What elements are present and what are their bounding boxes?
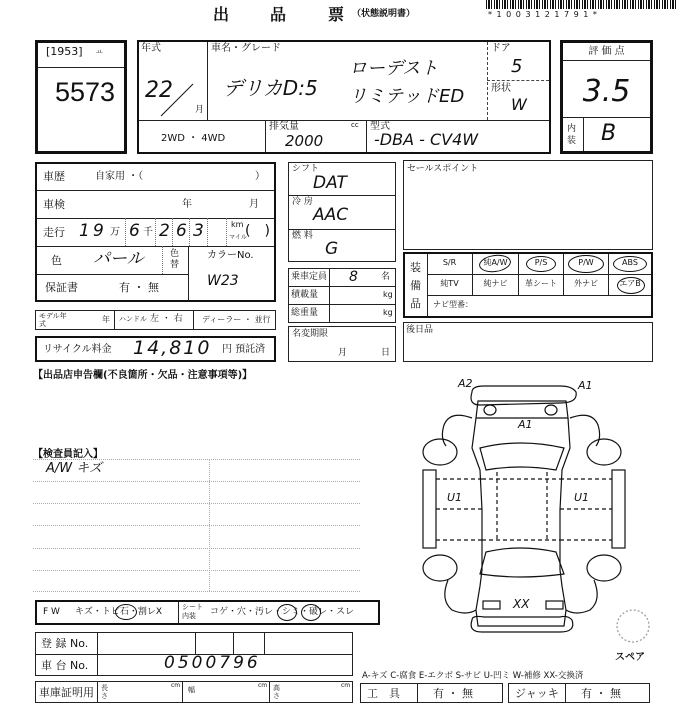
divider xyxy=(188,246,189,300)
mileage-digit: 9 xyxy=(93,221,104,241)
lot-bracket-number: [1953] xyxy=(46,45,83,58)
history-value: 自家用 ・（ xyxy=(95,171,144,182)
tools-box xyxy=(360,683,503,703)
body-front xyxy=(472,418,570,626)
fuel-label: 燃 料 xyxy=(292,231,313,241)
mileage-digit: 2 xyxy=(159,221,170,241)
seat-items: コゲ・穴・汚レ・シミ・破レ・スレ xyxy=(210,607,355,617)
divider xyxy=(189,218,190,246)
circle-mark xyxy=(526,256,556,272)
mileage-unit-km: km xyxy=(231,220,244,229)
wheel-rl xyxy=(423,555,457,581)
displacement-label: 排気量 xyxy=(269,121,299,132)
barcode xyxy=(486,0,676,9)
divider xyxy=(37,274,188,275)
wheel-fr xyxy=(587,439,621,465)
name-label: 車名・グレード xyxy=(211,43,281,54)
transfer-day: 日 xyxy=(381,348,391,358)
divider xyxy=(487,80,549,81)
grade-line1: ローデスト xyxy=(349,58,439,79)
subtitle: （状態説明書） xyxy=(352,9,416,19)
height-unit: cm xyxy=(341,682,351,689)
load-unit: kg xyxy=(383,290,393,299)
front-bumper xyxy=(471,386,576,405)
fw-items: キズ・トビ石・割レX xyxy=(75,607,162,617)
rule-line xyxy=(33,481,360,482)
capacity-box xyxy=(288,268,396,323)
spec-box xyxy=(288,162,396,262)
divider xyxy=(563,117,650,118)
rule-line xyxy=(33,459,360,460)
interior-value: B xyxy=(601,121,617,146)
divider xyxy=(97,682,98,702)
recycle-label: リサイクル料金 xyxy=(43,344,112,355)
front-fender-left xyxy=(442,415,472,446)
wheel-fl xyxy=(423,439,457,465)
transfer-box xyxy=(288,326,396,362)
circle-mark xyxy=(277,604,297,621)
equip-tv[interactable]: 純TV xyxy=(440,279,459,288)
title-char-1: 出 xyxy=(213,5,230,24)
circle-mark xyxy=(617,277,645,294)
equip-leather[interactable]: 革シート xyxy=(525,279,557,288)
divider xyxy=(37,190,274,191)
height-label: 高さ xyxy=(273,684,280,700)
divider xyxy=(289,286,395,287)
handle-label: ハンドル xyxy=(119,315,147,323)
score-box xyxy=(560,40,653,154)
divider xyxy=(207,42,208,120)
damage-mark-rear: XX xyxy=(513,597,530,611)
displacement-value: 2000 xyxy=(285,132,324,150)
mileage-man: 万 xyxy=(110,227,120,238)
title-char-2: 品 xyxy=(270,5,287,24)
mileage-digit: 3 xyxy=(193,221,204,241)
equipment-box xyxy=(403,252,653,318)
rear-fender-left xyxy=(445,580,476,613)
divider xyxy=(289,304,395,305)
damage-mark-hood: A1 xyxy=(518,418,533,431)
lot-small-mark: ㅛ xyxy=(96,48,103,56)
later-items-box[interactable] xyxy=(403,322,653,362)
jack-label: ジャッキ xyxy=(515,687,559,700)
divider xyxy=(417,684,418,702)
color-no-value: W23 xyxy=(207,273,239,289)
weight-unit: kg xyxy=(383,308,393,317)
divider xyxy=(329,269,330,322)
headlight-left xyxy=(484,405,496,415)
equip-ps[interactable]: P/S xyxy=(534,258,548,267)
lot-number: 5573 xyxy=(55,77,116,107)
equipment-label-char: 備 xyxy=(410,279,421,292)
load-label: 積載量 xyxy=(291,290,319,300)
lot-divider xyxy=(38,67,124,68)
spare-label: スペア xyxy=(615,652,645,663)
month-label: 月 xyxy=(195,105,205,115)
vehicle-box xyxy=(137,40,551,154)
lot-box xyxy=(35,40,127,154)
inspection-label: 車検 xyxy=(43,198,65,211)
navi-model-label: ナビ型番： xyxy=(433,300,473,309)
color-value: パール xyxy=(93,249,144,269)
divider xyxy=(155,218,156,246)
title-char-3: 票 xyxy=(328,5,345,24)
handle-value: 左 ・ 右 xyxy=(150,314,183,324)
headlight-right xyxy=(545,405,557,415)
divider xyxy=(172,218,173,246)
mileage-digit: 6 xyxy=(176,221,187,241)
jack-box xyxy=(508,683,650,703)
shift-label: シフト xyxy=(292,164,320,174)
registration-box xyxy=(35,632,353,676)
shape-value: W xyxy=(511,95,527,114)
fw-row xyxy=(35,600,380,625)
length-label: 長さ xyxy=(101,684,108,700)
tools-label: 工 具 xyxy=(367,687,400,700)
windshield xyxy=(480,443,564,470)
circle-mark xyxy=(478,253,512,274)
transfer-label: 名変期限 xyxy=(292,329,329,339)
color-no-label: カラーNo. xyxy=(207,250,254,261)
history-label: 車歴 xyxy=(43,170,65,183)
rear-window xyxy=(480,548,564,577)
equip-abs[interactable]: ABS xyxy=(622,258,638,267)
tools-value: 有 ・ 無 xyxy=(433,687,473,700)
capacity-unit: 名 xyxy=(381,272,391,282)
damage-mark-front-bumper-left: A2 xyxy=(458,377,473,390)
equip-airbag[interactable]: エアB xyxy=(619,279,641,288)
score-value: 3.5 xyxy=(582,74,631,109)
drive-label: 2WD ・ 4WD xyxy=(161,133,226,144)
divider xyxy=(269,682,270,702)
shift-value: DAT xyxy=(313,173,347,193)
recycle-unit: 円 預託済 xyxy=(222,344,266,355)
seat-label: シート内装 xyxy=(182,603,203,620)
inspector-label: 【検査員記入】 xyxy=(33,449,103,460)
model-year-unit: 年 xyxy=(102,315,110,324)
rule-line xyxy=(33,525,360,526)
side-right xyxy=(612,470,625,548)
chassis-label: 車 台 No. xyxy=(41,659,89,672)
divider xyxy=(583,117,584,151)
equip-aw[interactable]: 純A/W xyxy=(483,258,508,267)
damage-mark-left-side: U1 xyxy=(447,491,463,504)
chassis-value: 0500796 xyxy=(164,653,261,673)
divider xyxy=(182,682,183,702)
divider xyxy=(193,311,194,329)
recycle-box xyxy=(35,336,276,362)
width-unit: cm xyxy=(258,682,268,689)
rear-bumper xyxy=(471,616,573,632)
taillight-left xyxy=(483,601,500,609)
spare-tire-icon xyxy=(617,610,649,642)
damage-mark-front-bumper-right: A1 xyxy=(578,379,593,392)
damage-mark-right-side: U1 xyxy=(574,491,590,504)
divider xyxy=(565,684,566,702)
door-value: 5 xyxy=(511,56,523,77)
year-slash xyxy=(157,82,197,118)
rule-line xyxy=(33,570,360,571)
recycle-value: 14,810 xyxy=(133,337,212,359)
divider xyxy=(487,42,488,120)
displacement-unit: cc xyxy=(351,121,359,129)
score-label: 評 価 点 xyxy=(588,46,625,57)
divider xyxy=(427,295,651,296)
mileage-digit: 6 xyxy=(129,221,140,241)
transfer-month: 月 xyxy=(338,348,348,358)
circle-mark xyxy=(115,604,137,620)
divider xyxy=(427,274,651,275)
rule-line xyxy=(33,548,360,549)
inspection-month: 月 xyxy=(249,199,259,210)
wheel-rr xyxy=(587,555,621,581)
equip-pw[interactable]: P/W xyxy=(578,258,594,267)
seller-notes-label: 【出品店申告欄(不良箇所・欠品・注意事項等)】 xyxy=(33,370,253,381)
fuel-value: G xyxy=(325,239,339,259)
warranty-label: 保証書 xyxy=(45,281,78,294)
divider xyxy=(289,195,395,196)
equipment-label-char: 品 xyxy=(410,297,421,310)
mileage-digit: 1 xyxy=(79,221,90,241)
model-year-label: モデル年式 xyxy=(39,312,67,328)
equip-navi[interactable]: 純ナビ xyxy=(483,279,508,288)
mileage-paren: ( ) xyxy=(245,223,270,239)
year-label: 年式 xyxy=(141,43,161,54)
door-label: ドア xyxy=(491,43,511,54)
circle-mark xyxy=(301,604,321,621)
inspection-year: 年 xyxy=(182,199,192,210)
grade-line2: リミテッドED xyxy=(349,86,465,107)
reg-label: 登 録 No. xyxy=(41,637,89,650)
divider xyxy=(226,218,227,246)
mileage-label: 走行 xyxy=(43,226,65,239)
divider xyxy=(195,633,196,654)
equip-ext-navi[interactable]: 外ナビ xyxy=(574,279,598,288)
divider xyxy=(265,120,266,152)
divider xyxy=(139,120,549,121)
jack-value: 有 ・ 無 xyxy=(581,687,621,700)
side-left xyxy=(423,470,436,548)
equip-sr[interactable]: S/R xyxy=(442,258,457,267)
warranty-value: 有 ・ 無 xyxy=(119,281,159,294)
mileage-unit-mile: マイル xyxy=(229,234,247,241)
fw-label: F W xyxy=(43,607,60,617)
divider xyxy=(563,60,650,61)
divider xyxy=(264,633,265,654)
rear-fender-right xyxy=(566,580,597,613)
inspector-note: A/W キズ xyxy=(46,461,102,476)
width-label: 幅 xyxy=(188,686,195,694)
later-items-label: 後日品 xyxy=(406,325,434,335)
mileage-sen: 千 xyxy=(143,227,153,238)
history-close: ） xyxy=(255,171,265,182)
rule-line xyxy=(209,459,210,591)
sales-point-label: セールスポイント xyxy=(407,164,479,174)
divider xyxy=(37,246,274,247)
model-label: 型式 xyxy=(370,121,390,132)
divider xyxy=(162,246,163,274)
divider xyxy=(233,633,234,654)
ac-label: 冷 房 xyxy=(292,197,313,207)
capacity-value: 8 xyxy=(349,269,358,285)
seller-notes-area[interactable] xyxy=(40,380,360,442)
equipment-label-char: 装 xyxy=(410,261,421,274)
divider xyxy=(289,229,395,230)
year-value: 22 xyxy=(145,78,173,103)
circle-mark xyxy=(568,255,604,273)
weight-label: 総重量 xyxy=(291,308,319,318)
name-value: デリカD:5 xyxy=(223,76,318,100)
model-value: -DBA - CV4W xyxy=(374,130,479,149)
rule-line xyxy=(33,591,360,592)
interior-label: 内装 xyxy=(567,124,577,146)
model-year-row xyxy=(35,310,276,330)
divider xyxy=(125,218,126,246)
rule-line xyxy=(33,503,360,504)
divider xyxy=(178,602,179,623)
divider xyxy=(207,218,208,246)
color-change-label: 色替 xyxy=(170,249,180,270)
sales-point-box[interactable] xyxy=(403,160,653,250)
length-unit: cm xyxy=(171,682,181,689)
car-damage-diagram xyxy=(400,370,670,660)
taillight-right xyxy=(546,601,563,609)
dealer-value: ディーラー ・ 並行 xyxy=(202,315,271,324)
ac-value: AAC xyxy=(313,205,349,225)
circle-mark xyxy=(613,256,647,272)
damage-legend: A-キズ C-腐食 E-エクボ S-サビ U-凹ミ W-補修 XX-交換済 xyxy=(362,671,584,681)
color-label: 色 xyxy=(51,254,62,267)
details-box xyxy=(35,162,276,302)
capacity-label: 乗車定員 xyxy=(291,272,328,282)
divider xyxy=(114,311,115,329)
garage-label: 車庫証明用 xyxy=(39,686,94,699)
barcode-number: * 1 0 0 3 1 2 1 7 9 1 * xyxy=(488,10,598,19)
shape-label: 形状 xyxy=(491,83,511,94)
divider xyxy=(366,120,367,152)
